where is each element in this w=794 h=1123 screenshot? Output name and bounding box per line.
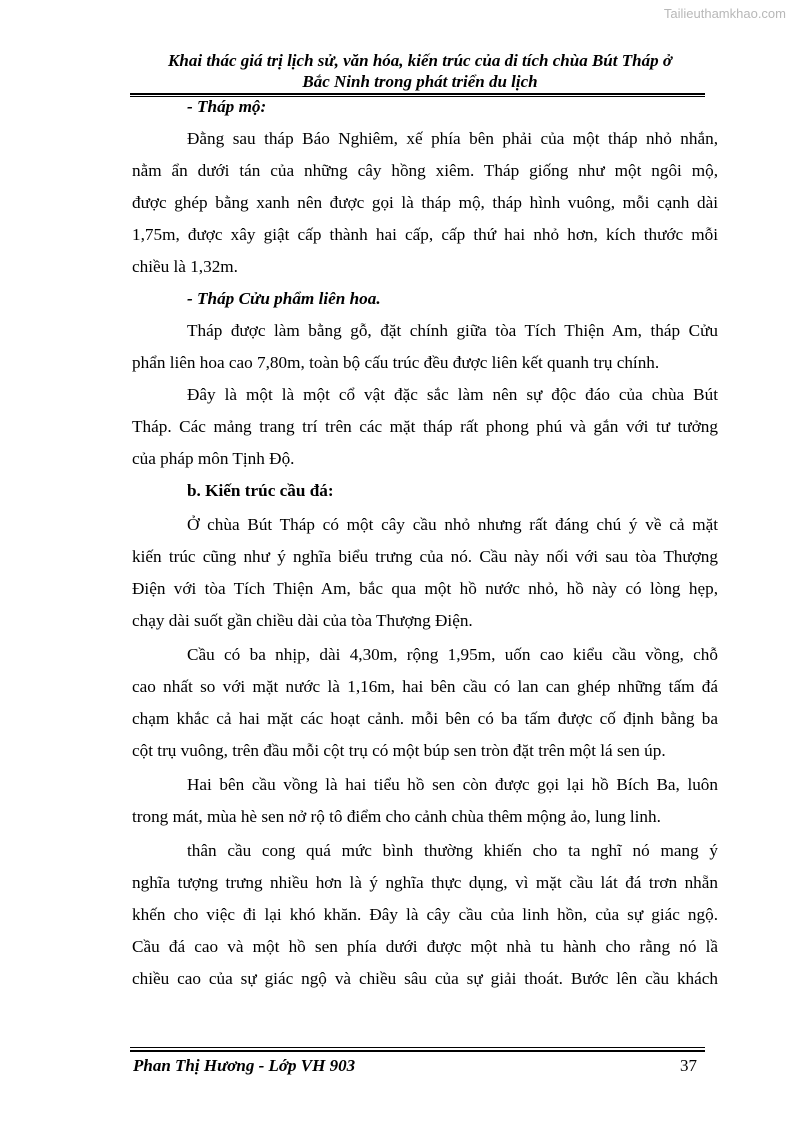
paragraph-line: 1,75m, được xây giật cấp thành hai cấp, cấp thứ hai nhỏ hơn, kích thước mỗi — [132, 225, 718, 244]
footer-rule-thin — [130, 1047, 705, 1048]
paragraph-line: phẩn liên hoa cao 7,80m, toàn bộ cấu trúc đều được liên kết quanh trụ chính. — [132, 353, 660, 372]
paragraph-line: nghĩa tượng trưng nhiều hơn là ý nghĩa thực dụng, vì mặt cầu lát đá trơn nhẵn — [132, 873, 718, 892]
paragraph-line: Đây là một là một cổ vật đặc sắc làm nên sự độc đáo của chùa Bút — [187, 385, 718, 404]
paragraph-line: của pháp môn Tịnh Độ. — [132, 449, 295, 468]
paragraph-line: Cầu đá cao và một hồ sen phía dưới được một nhà tu hành cho rằng nó lầ — [132, 937, 718, 956]
subheading-thap-cuu-pham: - Tháp Cửu phẩm liên hoa. — [187, 289, 381, 308]
paragraph-line: chiều cao của sự giác ngộ và chiều sâu của sự giải thoát. Bước lên cầu khách — [132, 969, 718, 988]
paragraph-line: Điện với tòa Tích Thiện Am, bắc qua một hồ nước nhỏ, hồ này có lòng hẹp, — [132, 579, 718, 598]
page-header — [130, 50, 710, 92]
paragraph-line: chạm khắc cả hai mặt các hoạt cảnh. mỗi bên có ba tấm được cố định bằng ba — [132, 709, 718, 728]
paragraph-line: trong mát, mùa hè sen nở rộ tô điểm cho cảnh chùa thêm mộng ảo, lung linh. — [132, 807, 661, 826]
paragraph-line: Tháp được làm bằng gỗ, đặt chính giữa tòa Tích Thiện Am, tháp Cửu — [187, 321, 718, 340]
watermark: Tailieuthamkhao.com — [663, 6, 786, 21]
paragraph-line: chạy dài suốt gần chiều dài của tòa Thượng Điện. — [132, 611, 473, 630]
paragraph-line: Đằng sau tháp Báo Nghiêm, xế phía bên phải của một tháp nhỏ nhắn, — [187, 129, 718, 148]
footer-rule — [130, 1050, 705, 1052]
paragraph-line: chiều là 1,32m. — [132, 257, 238, 276]
page-number: 37 — [680, 1056, 697, 1075]
paragraph-line: cột trụ vuông, trên đầu mỗi cột trụ có một búp sen tròn đặt trên một lá sen úp. — [132, 741, 666, 760]
paragraph-line: Ở chùa Bút Tháp có một cây cầu nhỏ nhưng rất đáng chú ý về cả mặt — [187, 515, 718, 534]
paragraph-line: Cầu có ba nhịp, dài 4,30m, rộng 1,95m, uốn cao kiểu cầu vồng, chỗ — [187, 645, 718, 664]
paragraph-line: cao nhất so với mặt nước là 1,16m, hai bên cầu có lan can ghép những tấm đá — [132, 677, 718, 696]
paragraph-line: nằm ẩn dưới tán của những cây hồng xiêm. Tháp giống như một ngôi mộ, — [132, 161, 718, 180]
header-title-line-2: Bắc Ninh trong phát triển du lịch — [302, 72, 538, 91]
footer-author: Phan Thị Hương - Lớp VH 903 — [133, 1056, 356, 1075]
paragraph-line: thân cầu cong quá mức bình thường khiến cho ta nghĩ nó mang ý — [187, 841, 718, 860]
paragraph-line: được ghép bằng xanh nên được gọi là tháp mộ, tháp hình vuông, mỗi cạnh dài — [132, 193, 718, 212]
header-title-line-1: Khai thác giá trị lịch sử, văn hóa, kiến trúc của di tích chùa Bút Tháp ở — [168, 51, 672, 70]
paragraph-line: khến cho việc đi lại khó khăn. Đây là cây cầu của linh hồn, của sự giác ngộ. — [132, 905, 718, 924]
subheading-thap-mo: - Tháp mộ: — [187, 97, 267, 116]
paragraph-line: Hai bên cầu vồng là hai tiểu hồ sen còn được gọi lại hồ Bích Ba, luôn — [187, 775, 718, 794]
paragraph-line: Tháp. Các mảng trang trí trên các mặt tháp rất phong phú và gắn với tư tưởng — [132, 417, 718, 436]
paragraph-line: kiến trúc cũng như ý nghĩa biểu trưng của nó. Cầu này nối với sau tòa Thượng — [132, 547, 718, 566]
section-heading-kien-truc-cau-da: b. Kiến trúc cầu đá: — [187, 481, 334, 500]
